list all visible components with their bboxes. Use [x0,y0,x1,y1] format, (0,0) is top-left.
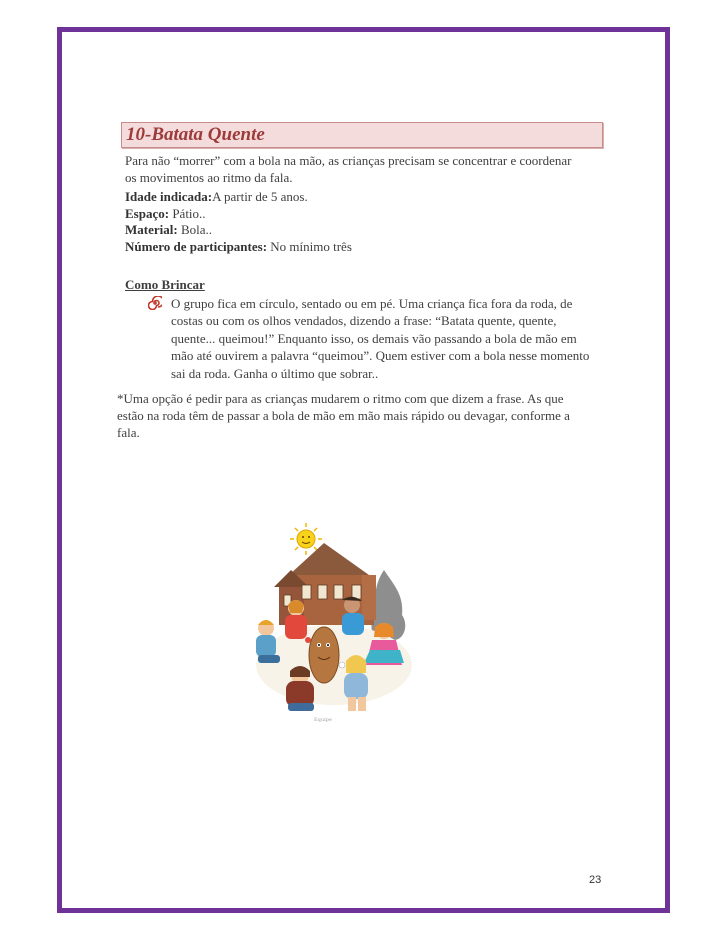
spiral-bullet-icon [148,296,162,310]
participants-row [125,239,352,256]
child-figure [285,600,307,639]
page-number: 23 [589,874,602,886]
intro-paragraph [125,153,571,186]
space-value: Pátio.. [169,205,206,221]
child-figure [286,666,314,711]
how-to-heading: Como Brincar [125,277,205,292]
material-value: Bola.. [177,222,213,237]
potato-character [309,627,339,683]
space-row [125,206,352,223]
how-to-line: costas ou com os olhos vendados, dizendo a frase: “Batata quente, quente, [171,313,557,329]
how-to-line: quente... queimou!” Enquanto isso, os demais vão passando a bola de mão em [171,330,577,346]
space-label: Espaço: [125,205,170,221]
age-value: A partir de 5 anos. [212,189,308,204]
how-to-line: mão até ouvirem a palavra “queimou”. Quem estiver com a bola nesse momento [171,348,590,364]
participants-label: Número de participantes: [125,238,268,254]
note-line: *Uma opção é pedir para as crianças mudarem o ritmo com que dizem a frase. As que [117,391,564,406]
note-line: estão na roda têm de passar a bola de mão em mão mais rápido ou devagar, conforme a [117,408,570,423]
illustration-signature: Equipe [314,717,332,723]
participants-value: No mínimo três [267,238,352,254]
material-row [125,222,352,239]
variation-note [117,390,570,441]
how-to-line: sai da roda. Ganha o último que sobrar.. [171,365,379,381]
game-details [125,189,352,255]
age-row [125,189,352,206]
how-to-paragraph [171,295,589,382]
how-to-line: O grupo fica em círculo, sentado ou em pé. Uma criança fica fora da roda, de [171,296,573,311]
age-label: Idade indicada: [125,189,213,204]
children-playing-illustration [244,515,414,725]
material-label: Material: [125,222,178,237]
house-icon [274,543,376,625]
note-line: fala. [117,425,140,440]
intro-line: os movimentos ao ritmo da fala. [125,169,293,185]
page-title: 10-Batata Quente [126,124,265,145]
intro-line: Para não “morrer” com a bola na mão, as crianças precisam se concentrar e coordenar [125,153,572,168]
title-box [121,122,603,148]
